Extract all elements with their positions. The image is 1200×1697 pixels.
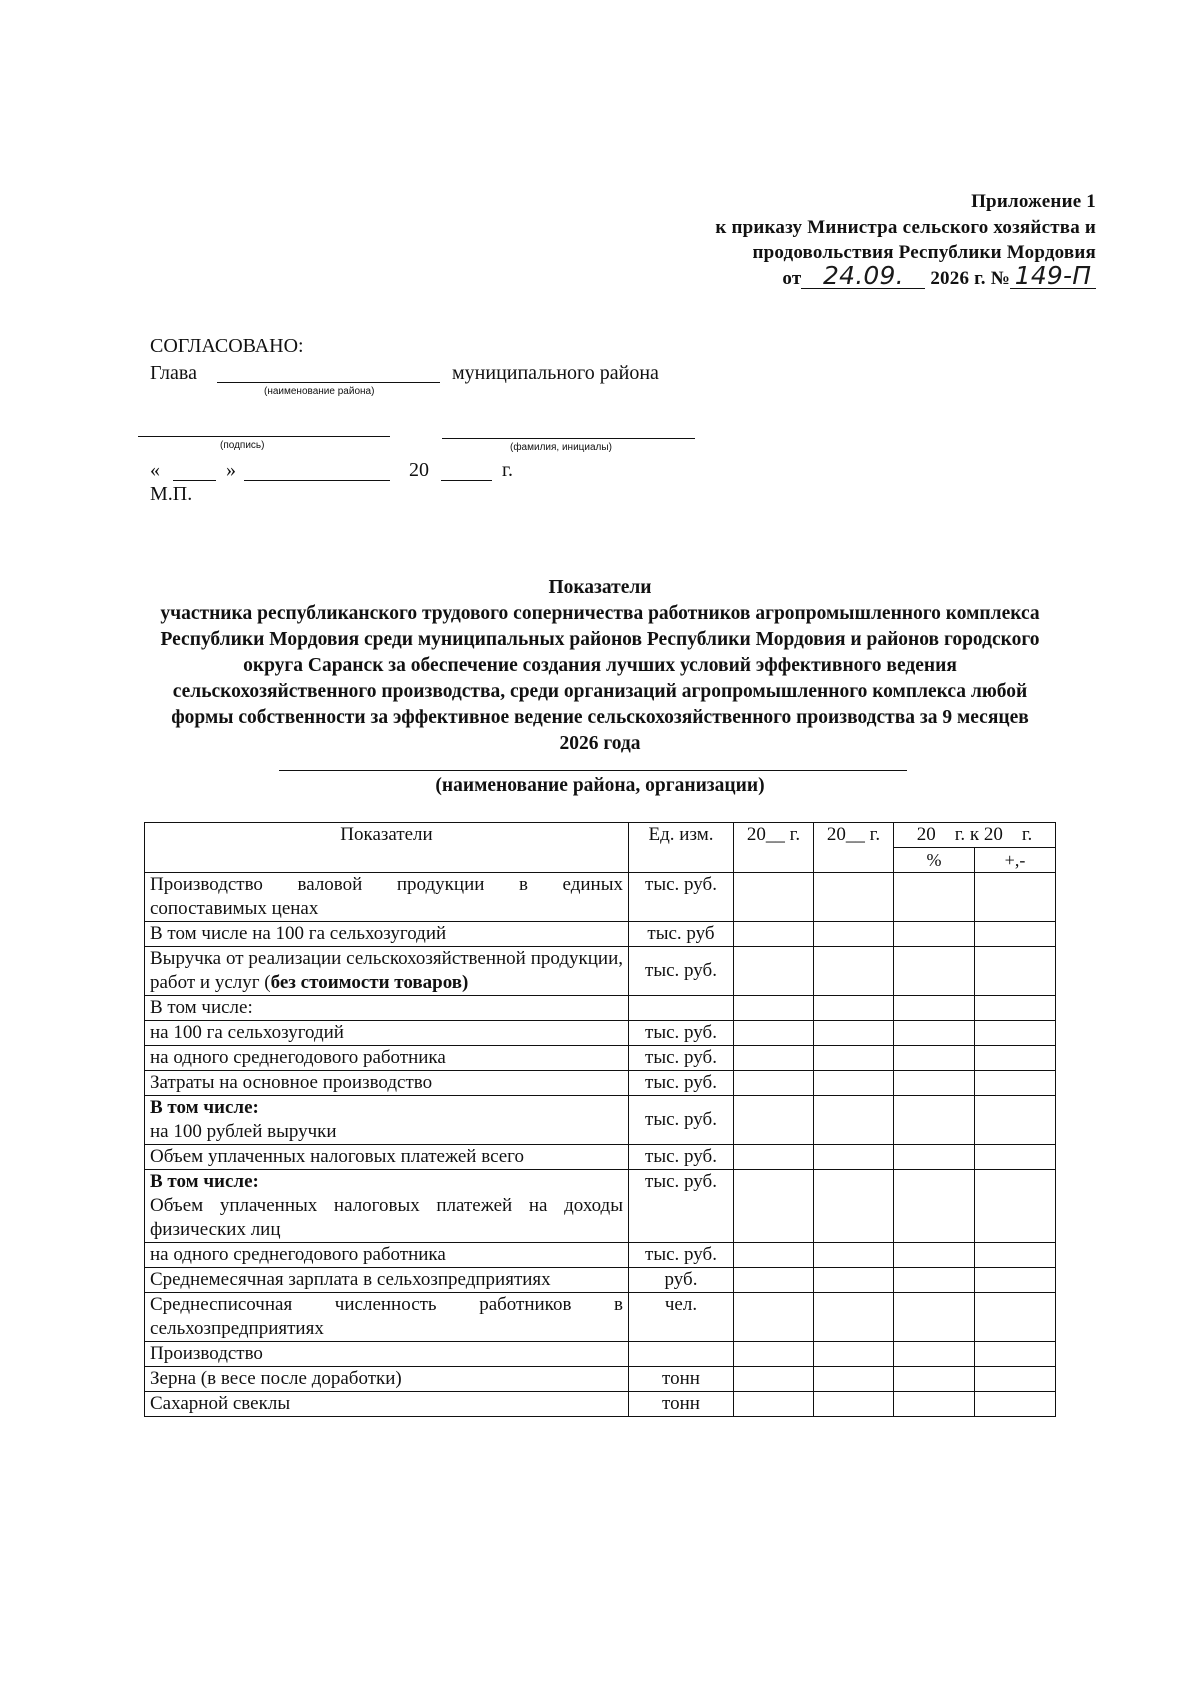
cell-percent[interactable] [894,1268,975,1293]
cell-percent[interactable] [894,1071,975,1096]
table-row [145,1243,1056,1268]
row-label: Производство валовой продукции в единых сопоставимых ценах [145,873,629,922]
table-row [145,947,1056,996]
row-label: Затраты на основное производство [145,1071,629,1096]
cell-percent[interactable] [894,1021,975,1046]
table-row [145,1392,1056,1417]
organization-caption: (наименование района, организации) [435,775,765,796]
cell-year-1[interactable] [734,1021,814,1046]
cell-year-2[interactable] [814,1392,894,1417]
row-unit: тонн [629,1367,734,1392]
header-percent: % [894,848,975,873]
cell-year-2[interactable] [814,1367,894,1392]
row-unit: тыс. руб. [629,1046,734,1071]
cell-year-1[interactable] [734,873,814,922]
row-unit: руб. [629,1268,734,1293]
table-row [145,873,1056,922]
signature-caption: (подпись) [220,440,265,451]
cell-year-2[interactable] [814,1021,894,1046]
row-unit: тыс. руб. [629,1021,734,1046]
fullname-line [442,418,695,439]
cell-percent[interactable] [894,1392,975,1417]
table-row [145,1096,1056,1145]
cell-delta[interactable] [975,1170,1056,1243]
fullname-caption: (фамилия, инициалы) [510,442,612,453]
row-unit: чел. [629,1293,734,1342]
year-suffix: г. [502,459,513,481]
table-row [145,1145,1056,1170]
row-unit: тонн [629,1392,734,1417]
row-label-bold: В том числе: [150,1171,259,1192]
cell-delta[interactable] [975,1268,1056,1293]
header-indicators: Показатели [145,823,629,873]
day-line [173,458,216,481]
cell-delta[interactable] [975,1243,1056,1268]
cell-delta[interactable] [975,922,1056,947]
cell-year-1[interactable] [734,1392,814,1417]
cell-delta[interactable] [975,1096,1056,1145]
header-comparison: 20 г. к 20 г. [894,823,1056,848]
cell-year-2[interactable] [814,1268,894,1293]
cell-delta[interactable] [975,1342,1056,1367]
row-label-text: на 100 рублей выручки [150,1121,337,1142]
row-label: Зерна (в весе после доработки) [145,1367,629,1392]
cell-year-2[interactable] [814,1342,894,1367]
quote-close: » [226,459,236,481]
title-heading: Показатели [548,577,652,598]
cell-year-2[interactable] [814,873,894,922]
row-unit: тыс. руб. [629,1145,734,1170]
cell-year-1[interactable] [734,1096,814,1145]
cell-percent[interactable] [894,1243,975,1268]
cell-percent[interactable] [894,1367,975,1392]
row-unit: тыс. руб. [629,1243,734,1268]
quote-open: « [150,459,160,481]
header-year-1: 20__ г. [734,823,814,873]
cell-year-2[interactable] [814,1243,894,1268]
signature-line [138,416,390,437]
cell-year-1[interactable] [734,1170,814,1243]
row-unit: тыс. руб. [629,1071,734,1096]
table-row [145,922,1056,947]
row-unit: тыс. руб. [629,873,734,922]
row-label [145,947,629,996]
stamp-place: М.П. [150,483,193,505]
cell-percent[interactable] [894,873,975,922]
table-row [145,1342,1056,1367]
table-row [145,1071,1056,1096]
header-unit: Ед. изм. [629,823,734,873]
cell-year-1[interactable] [734,1046,814,1071]
year-prefix: 20 [409,459,429,481]
row-unit: тыс. руб. [629,947,734,996]
cell-delta[interactable] [975,947,1056,996]
organization-name-line [279,752,907,771]
document-title [150,575,1050,757]
cell-percent[interactable] [894,1046,975,1071]
row-unit [629,996,734,1021]
cell-year-1[interactable] [734,1145,814,1170]
table-row [145,1046,1056,1071]
cell-year-2[interactable] [814,996,894,1021]
cell-year-2[interactable] [814,1096,894,1145]
cell-year-2[interactable] [814,1046,894,1071]
table-row [145,1268,1056,1293]
cell-percent[interactable] [894,1293,975,1342]
cell-year-2[interactable] [814,1145,894,1170]
handwritten-date: 24.09. [801,264,925,289]
table-row [145,1021,1056,1046]
header-year-2: 20__ г. [814,823,894,873]
cell-delta[interactable] [975,873,1056,922]
row-label: Среднемесячная зарплата в сельхозпредприятиях [145,1268,629,1293]
header-delta: +,- [975,848,1056,873]
row-unit [629,1342,734,1367]
handwritten-order-number: 149-П [1010,264,1096,289]
cell-percent[interactable] [894,1145,975,1170]
row-unit: тыс. руб [629,922,734,947]
cell-year-1[interactable] [734,922,814,947]
cell-year-2[interactable] [814,947,894,996]
cell-percent[interactable] [894,1170,975,1243]
row-label: на одного среднегодового работника [145,1243,629,1268]
cell-delta[interactable] [975,1367,1056,1392]
cell-year-2[interactable] [814,922,894,947]
row-label [145,1096,629,1145]
cell-year-1[interactable] [734,1243,814,1268]
row-label: на 100 га сельхозугодий [145,1021,629,1046]
cell-year-1[interactable] [734,1071,814,1096]
cell-year-1[interactable] [734,1268,814,1293]
row-label-text: Выручка от реализации сельскохозяйственной продукции, работ и услуг ( [150,948,623,993]
date-prefix: от [782,268,802,289]
cell-percent[interactable] [894,1096,975,1145]
year-line [441,458,492,481]
district-suffix: муниципального района [452,362,659,384]
cell-percent[interactable] [894,996,975,1021]
row-label: В том числе: [145,996,629,1021]
cell-delta[interactable] [975,1392,1056,1417]
row-label: Сахарной свеклы [145,1392,629,1417]
title-body: участника республиканского трудового соперничества работников агропромышленного комплекса Республики Мордовия среди муниципальных районов Республики Мордовия и районов городского округа Саранск за обеспечение создания лучших условий эффективного ведения сельскохозяйственного производства, среди организаций агропромышленного комплекса любой формы собственности за эффективное ведение сельскохозяйственного производства за 9 месяцев 2026 года [160,603,1040,754]
cell-percent[interactable] [894,922,975,947]
cell-delta[interactable] [975,1071,1056,1096]
row-unit: тыс. руб. [629,1170,734,1243]
table-row [145,996,1056,1021]
cell-year-1[interactable] [734,1342,814,1367]
row-label-text: Объем уплаченных налоговых платежей на доходы физических лиц [150,1195,623,1240]
district-caption: (наименование района) [264,386,375,397]
table-row [145,1170,1056,1243]
cell-year-2[interactable] [814,1293,894,1342]
year-number-label: 2026 г. № [930,268,1010,289]
cell-delta[interactable] [975,1293,1056,1342]
cell-percent[interactable] [894,947,975,996]
cell-delta[interactable] [975,1046,1056,1071]
cell-delta[interactable] [975,1145,1056,1170]
cell-delta[interactable] [975,1021,1056,1046]
cell-year-2[interactable] [814,1071,894,1096]
row-label-bold: без стоимости товаров) [270,972,469,993]
cell-year-2[interactable] [814,1170,894,1243]
cell-year-1[interactable] [734,1367,814,1392]
agreed-label: СОГЛАСОВАНО: [150,335,304,357]
row-label: Среднесписочная численность работников в сельхозпредприятиях [145,1293,629,1342]
row-label: Объем уплаченных налоговых платежей всего [145,1145,629,1170]
row-label-bold: В том числе: [150,1097,259,1118]
district-name-line [217,360,440,383]
appendix-title: Приложение 1 [971,191,1096,212]
table-row [145,1293,1056,1342]
row-label: Производство [145,1342,629,1367]
indicators-table [144,822,1056,1417]
cell-year-1[interactable] [734,996,814,1021]
month-line [244,458,390,481]
cell-year-1[interactable] [734,947,814,996]
row-unit: тыс. руб. [629,1096,734,1145]
appendix-ministry: продовольствия Республики Мордовия [752,242,1096,263]
cell-delta[interactable] [975,996,1056,1021]
head-label: Глава [150,362,197,384]
row-label: В том числе на 100 га сельхозугодий [145,922,629,947]
appendix-date-line [782,261,1096,290]
appendix-order-ref: к приказу Министра сельского хозяйства и [715,217,1096,238]
cell-year-1[interactable] [734,1293,814,1342]
cell-percent[interactable] [894,1342,975,1367]
row-label [145,1170,629,1243]
table-row [145,1367,1056,1392]
row-label: на одного среднегодового работника [145,1046,629,1071]
